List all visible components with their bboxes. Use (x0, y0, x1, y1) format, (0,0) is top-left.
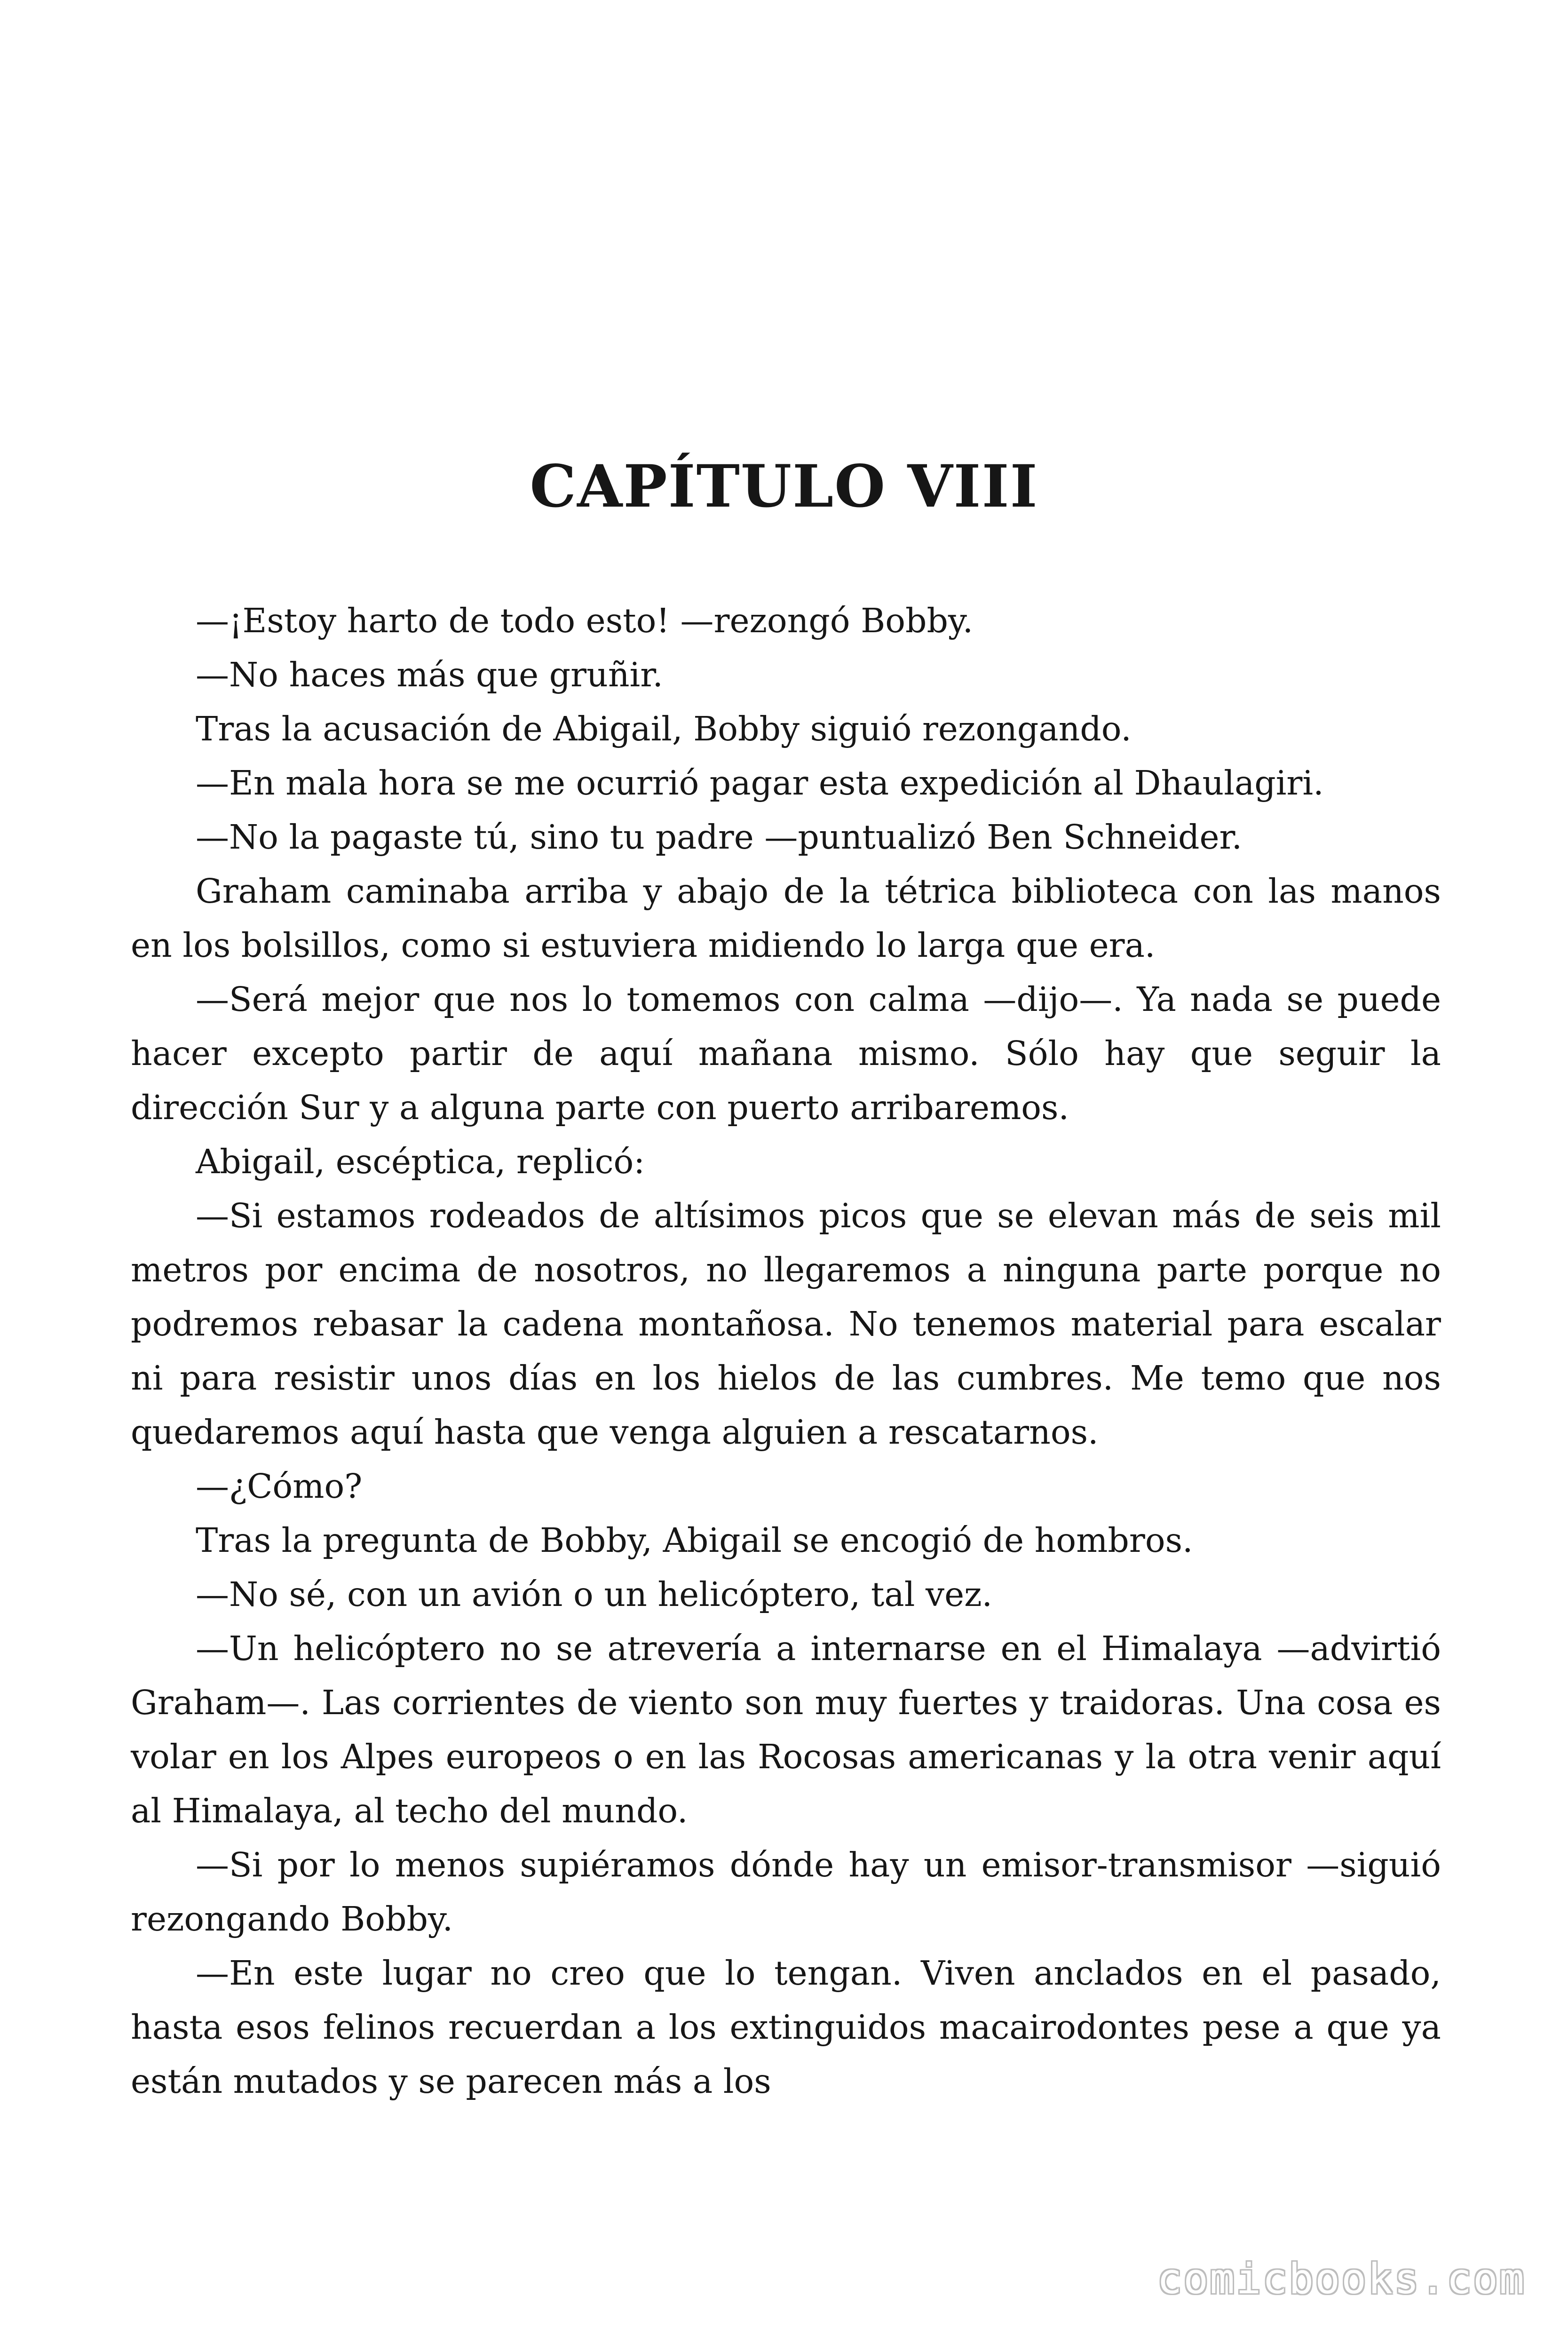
paragraph: Abigail, escéptica, replicó: (196, 1142, 645, 1181)
paragraph: —Si estamos rodeados de altísimos picos que se elevan más de seis mil metros por encima de nosotros, no llegaremos a ninguna parte porque no podremos rebasar la cadena montañosa. No tenemos material para escalar ni para resistir unos días en los hielos de las cumbres. Me temo que nos quedaremos aquí hasta que venga alguien a rescatarnos. (131, 1196, 1441, 1452)
paragraph: —Un helicóptero no se atrevería a internarse en el Himalaya —advirtió Graham—. Las corrientes de viento son muy fuertes y traidoras. Una cosa es volar en los Alpes europeos o en las Rocosas americanas y la otra venir aquí al Himalaya, al techo del mundo. (131, 1629, 1441, 1830)
paragraph: —No la pagaste tú, sino tu padre —puntualizó Ben Schneider. (196, 818, 1243, 857)
paragraph: —¡Estoy harto de todo esto! —rezongó Bobby. (196, 601, 974, 640)
paragraph: Tras la acusación de Abigail, Bobby siguió rezongando. (196, 709, 1132, 748)
paragraph: —En este lugar no creo que lo tengan. Viven anclados en el pasado, hasta esos felinos recuerdan a los extinguidos macairodontes pese a que ya están mutados y se parecen más a los (131, 1954, 1441, 2101)
watermark-text: comicbooks.com (1157, 2255, 1526, 2303)
chapter-title: CAPÍTULO VIII (530, 453, 1038, 521)
paragraph: Tras la pregunta de Bobby, Abigail se encogió de hombros. (196, 1521, 1193, 1560)
paragraph: Graham caminaba arriba y abajo de la tétrica biblioteca con las manos en los bolsillos, como si estuviera midiendo lo larga que era. (131, 872, 1441, 965)
chapter-body (131, 594, 1441, 2108)
paragraph: —Será mejor que nos lo tomemos con calma —dijo—. Ya nada se puede hacer excepto partir de aquí mañana mismo. Sólo hay que seguir la dirección Sur y a alguna parte con puerto arribaremos. (131, 980, 1441, 1127)
paragraph: —No haces más que gruñir. (196, 655, 663, 694)
paragraph: —En mala hora se me ocurrió pagar esta expedición al Dhaulagiri. (196, 763, 1324, 803)
paragraph: —¿Cómo? (196, 1467, 363, 1506)
paragraph: —Si por lo menos supiéramos dónde hay un emisor-transmisor —siguió rezongando Bobby. (131, 1845, 1441, 1939)
paragraph: —No sé, con un avión o un helicóptero, tal vez. (196, 1575, 993, 1614)
